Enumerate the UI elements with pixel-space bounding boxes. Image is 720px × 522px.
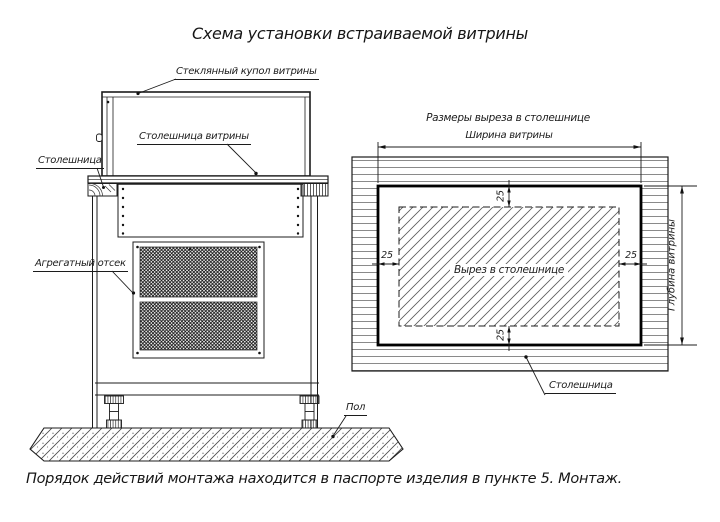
leg-right: [300, 396, 319, 428]
vent-mesh-bottom: [140, 302, 257, 350]
label-countertop-front: Столешница: [36, 155, 104, 169]
countertop-stub-right: [301, 184, 328, 197]
label-width: Ширина витрины: [465, 130, 553, 141]
label-countertop-plan: Столешница: [545, 380, 616, 394]
dim-offset-top: 25: [495, 190, 507, 202]
page-title: Схема установки встраиваемой витрины: [192, 24, 528, 43]
dome-screw: [107, 101, 110, 104]
label-depth: Глубина витрины: [666, 219, 678, 311]
dim-offset-bottom: 25: [495, 329, 507, 341]
leg-left: [105, 396, 124, 428]
floor-section: [30, 428, 403, 461]
label-floor: Пол: [344, 402, 367, 416]
label-cutout-wrap: [399, 258, 619, 277]
label-cutout: Вырез в столешнице: [450, 264, 568, 276]
dome-latch: [97, 134, 103, 142]
mounting-note: Порядок действий монтажа находится в паспорте изделия в пункте 5. Монтаж.: [26, 471, 622, 487]
vent-mesh-top: [140, 247, 257, 297]
label-showcase-countertop: Столешница витрины: [137, 131, 251, 145]
label-machinery-bay: Агрегатный отсек: [33, 258, 128, 272]
dim-offset-left: 25: [381, 250, 393, 261]
dim-offset-right: 25: [625, 250, 637, 261]
upper-front-panel: [118, 184, 303, 238]
label-glass-dome: Стеклянный купол витрины: [174, 66, 319, 80]
cabinet-bottom-rail: [95, 383, 319, 395]
top-view-heading: Размеры выреза в столешнице: [426, 112, 590, 124]
